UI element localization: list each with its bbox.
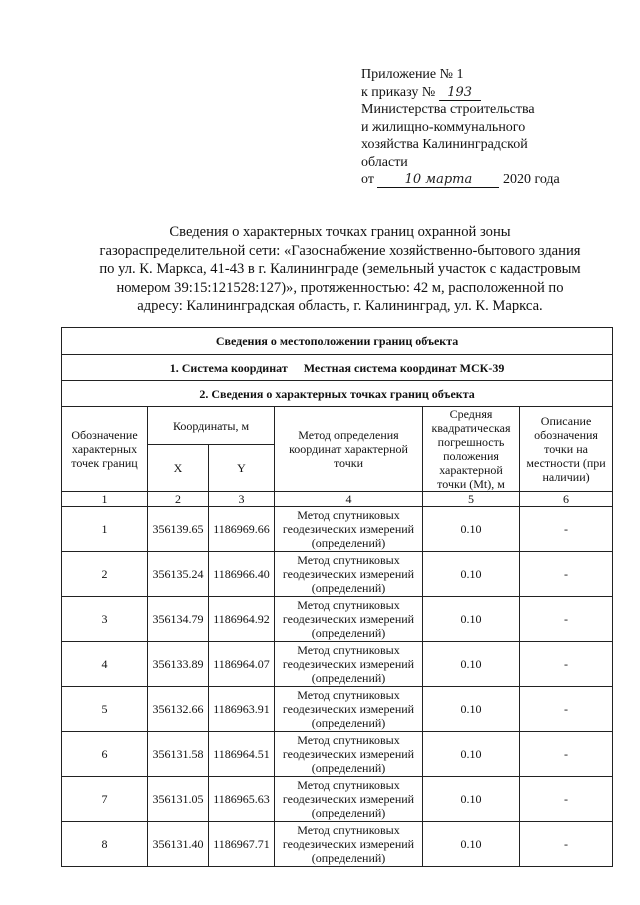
table-row [62, 552, 613, 597]
coord-y: 1186965.63 [209, 777, 275, 822]
appendix-line: Министерства строительства [361, 102, 535, 117]
description-cell: - [520, 687, 613, 732]
method-cell: Метод спутниковых геодезических измерений (определений) [275, 642, 423, 687]
date-suffix: 2020 года [502, 172, 560, 187]
table-row [62, 597, 613, 642]
table-row [62, 507, 613, 552]
date-prefix: от [361, 172, 374, 187]
order-prefix: к приказу № [361, 84, 436, 100]
appendix-line: области [361, 154, 408, 170]
description-cell: - [520, 507, 613, 552]
coord-y: 1186964.51 [209, 732, 275, 777]
table-body [62, 507, 613, 867]
col-y-header: Y [209, 445, 275, 492]
coord-y: 1186969.66 [209, 507, 275, 552]
coord-x: 356135.24 [148, 552, 209, 597]
appendix-block [361, 66, 621, 189]
column-number: 3 [209, 492, 275, 507]
mt-cell: 0.10 [423, 507, 520, 552]
appendix-line: и жилищно-коммунального [361, 119, 526, 135]
document-title [60, 223, 620, 316]
mt-cell: 0.10 [423, 687, 520, 732]
coord-x: 356134.79 [148, 597, 209, 642]
col-designation-header: Обозначение характерных точек границ [62, 407, 148, 492]
col-x-header: X [148, 445, 209, 492]
table-row [62, 822, 613, 867]
description-cell: - [520, 822, 613, 867]
coord-y: 1186964.07 [209, 642, 275, 687]
description-cell: - [520, 732, 613, 777]
appendix-line: хозяйства Калининградской [361, 137, 528, 152]
point-number: 2 [62, 552, 148, 597]
method-cell: Метод спутниковых геодезических измерений (определений) [275, 552, 423, 597]
table-row [62, 687, 613, 732]
col-method-header: Метод определения координат характерной точки [275, 407, 423, 492]
column-number: 5 [423, 492, 520, 507]
description-cell: - [520, 597, 613, 642]
point-number: 3 [62, 597, 148, 642]
mt-cell: 0.10 [423, 642, 520, 687]
coord-x: 356131.05 [148, 777, 209, 822]
coordinate-system-label: 1. Система координат [169, 360, 288, 375]
method-cell: Метод спутниковых геодезических измерений (определений) [275, 822, 423, 867]
method-cell: Метод спутниковых геодезических измерений (определений) [275, 507, 423, 552]
method-cell: Метод спутниковых геодезических измерений (определений) [275, 777, 423, 822]
col-error-header: Средняя квадратическая погрешность положения характерной точки (Mt), м [423, 407, 520, 492]
point-number: 6 [62, 732, 148, 777]
date-handwritten: 10 марта [377, 173, 499, 188]
coord-y: 1186963.91 [209, 687, 275, 732]
point-number: 8 [62, 822, 148, 867]
section-2-title: 2. Сведения о характерных точках границ объекта [62, 381, 613, 407]
column-number: 4 [275, 492, 423, 507]
table-header: Сведения о местоположении границ объекта [62, 328, 613, 355]
description-cell: - [520, 552, 613, 597]
point-number: 5 [62, 687, 148, 732]
title-line: газораспределительной сети: «Газоснабжение хозяйственно-бытового здания [99, 242, 581, 259]
method-cell: Метод спутниковых геодезических измерений (определений) [275, 687, 423, 732]
coord-x: 356139.65 [148, 507, 209, 552]
table-row [62, 777, 613, 822]
boundary-points-table [61, 327, 613, 867]
coord-x: 356132.66 [148, 687, 209, 732]
method-cell: Метод спутниковых геодезических измерений (определений) [275, 732, 423, 777]
title-line: номером 39:15:121528:127)», протяженностью: 42 м, расположенной по [116, 279, 564, 296]
coord-x: 356131.58 [148, 732, 209, 777]
title-line: по ул. К. Маркса, 41-43 в г. Калининграде (земельный участок с кадастровым [99, 261, 581, 277]
title-line: Сведения о характерных точках границ охранной зоны [169, 224, 511, 240]
mt-cell: 0.10 [423, 777, 520, 822]
method-cell: Метод спутниковых геодезических измерений (определений) [275, 597, 423, 642]
table-row [62, 642, 613, 687]
column-numbers-row [62, 492, 613, 507]
column-number: 6 [520, 492, 613, 507]
appendix-order-line [361, 84, 621, 102]
coord-y: 1186967.71 [209, 822, 275, 867]
appendix-date-line [361, 171, 621, 189]
description-cell: - [520, 777, 613, 822]
title-line: адресу: Калининградская область, г. Калининград, ул. К. Маркса. [137, 298, 543, 314]
coordinate-system-row [62, 355, 613, 381]
order-number-handwritten: 193 [439, 86, 481, 101]
col-desc-header: Описание обозначения точки на местности (при наличии) [520, 407, 613, 492]
point-number: 7 [62, 777, 148, 822]
coord-x: 356131.40 [148, 822, 209, 867]
table-row [62, 732, 613, 777]
col-coords-header: Координаты, м [148, 407, 275, 445]
mt-cell: 0.10 [423, 552, 520, 597]
point-number: 1 [62, 507, 148, 552]
description-cell: - [520, 642, 613, 687]
point-number: 4 [62, 642, 148, 687]
mt-cell: 0.10 [423, 597, 520, 642]
column-number: 1 [62, 492, 148, 507]
appendix-line: Приложение № 1 [361, 67, 464, 82]
mt-cell: 0.10 [423, 822, 520, 867]
mt-cell: 0.10 [423, 732, 520, 777]
coord-x: 356133.89 [148, 642, 209, 687]
column-number: 2 [148, 492, 209, 507]
coord-y: 1186964.92 [209, 597, 275, 642]
coordinate-system-value: Местная система координат МСК-39 [303, 360, 505, 375]
coord-y: 1186966.40 [209, 552, 275, 597]
